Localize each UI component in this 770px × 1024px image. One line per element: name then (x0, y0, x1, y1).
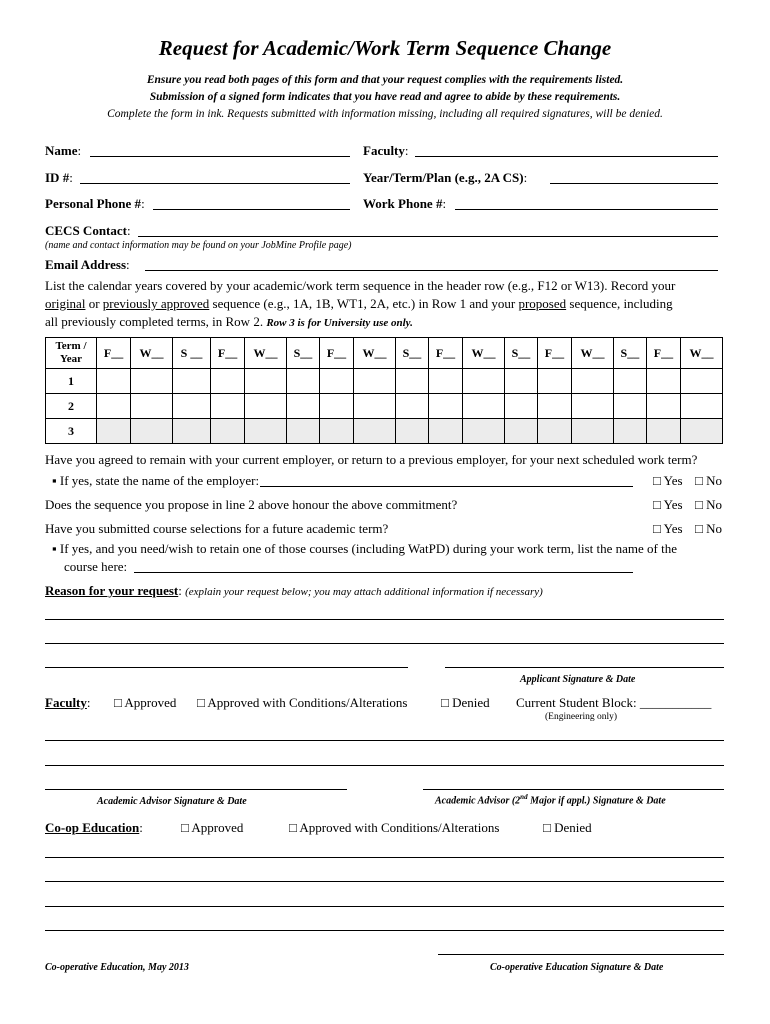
sequence-cell (463, 419, 505, 444)
term-header-cell[interactable]: S __ (172, 338, 210, 369)
advisor-signature-label: Academic Advisor Signature & Date (97, 796, 247, 807)
sequence-cell (537, 419, 571, 444)
sequence-cell (613, 419, 646, 444)
sequence-cell[interactable] (428, 394, 462, 419)
personal-phone-field[interactable] (153, 209, 350, 210)
instructions-line-3: all previously completed terms, in Row 2. Row 3 is for University use only. (45, 314, 413, 329)
page-title: Request for Academic/Work Term Sequence Change (158, 36, 612, 60)
name-field[interactable] (90, 156, 350, 157)
sequence-cell[interactable] (354, 394, 396, 419)
term-header-cell[interactable]: S__ (504, 338, 537, 369)
q2-yes-checkbox[interactable]: □ Yes (653, 497, 683, 512)
sequence-cell[interactable] (613, 369, 646, 394)
coop-section-label: Co-op Education: (45, 820, 143, 835)
term-header-cell[interactable]: W__ (572, 338, 614, 369)
sequence-cell[interactable] (572, 369, 614, 394)
table-corner-cell: Term / Year (46, 338, 97, 369)
faculty-line-2[interactable] (45, 765, 724, 766)
sequence-cell[interactable] (172, 394, 210, 419)
term-header-cell[interactable]: F__ (537, 338, 571, 369)
faculty-denied-checkbox[interactable]: □ Denied (441, 695, 490, 710)
coop-signature-label: Co-operative Education Signature & Date (490, 962, 664, 973)
term-header-cell[interactable]: S__ (286, 338, 319, 369)
question-employer-sub: ▪ If yes, state the name of the employer: (52, 473, 260, 488)
term-header-cell[interactable]: F__ (428, 338, 462, 369)
sequence-cell[interactable] (319, 369, 353, 394)
row-number-cell: 2 (46, 394, 97, 419)
coop-line-2[interactable] (45, 881, 724, 882)
table-row (46, 369, 723, 394)
term-header-cell[interactable]: S__ (613, 338, 646, 369)
sequence-cell (211, 419, 245, 444)
intro-line-3: Complete the form in ink. Requests submitted with information missing, including all required signatures, will be denied. (107, 108, 663, 120)
cecs-note: (name and contact information may be found on your JobMine Profile page) (45, 240, 352, 251)
reason-label: Reason for your request: (explain your request below; you may attach additional information if necessary) (45, 583, 543, 598)
faculty-approved-checkbox[interactable]: □ Approved (114, 695, 177, 710)
employer-name-field[interactable] (260, 486, 633, 487)
reason-line-1[interactable] (45, 619, 724, 620)
sequence-cell[interactable] (680, 394, 722, 419)
term-header-cell[interactable]: W__ (463, 338, 505, 369)
sequence-cell (572, 419, 614, 444)
faculty-approved-conditions-checkbox[interactable]: □ Approved with Conditions/Alterations (197, 695, 408, 710)
q2-no-checkbox[interactable]: □ No (695, 497, 722, 512)
row-number-cell: 3 (46, 419, 97, 444)
term-header-cell[interactable]: W__ (680, 338, 722, 369)
cecs-contact-field[interactable] (138, 236, 718, 237)
sequence-cell (131, 419, 173, 444)
intro-line-2: Submission of a signed form indicates that you have read and agree to abide by these requirements. (149, 91, 621, 103)
personal-phone-label: Personal Phone #: (45, 196, 145, 211)
email-field[interactable] (145, 270, 718, 271)
instructions-line-1: List the calendar years covered by your academic/work term sequence in the header row (e.g., F12 or W13). Record your (45, 278, 676, 293)
sequence-cell[interactable] (211, 394, 245, 419)
course-here-label: course here: (64, 559, 128, 574)
question-courses: Have you submitted course selections for a future academic term? (45, 521, 389, 536)
q1-no-checkbox[interactable]: □ No (695, 473, 722, 488)
faculty-field[interactable] (415, 156, 718, 157)
year-term-field[interactable] (550, 183, 718, 184)
sequence-cell (646, 419, 680, 444)
question-sequence: Does the sequence you propose in line 2 above honour the above commitment? (45, 497, 458, 512)
sequence-table (45, 337, 723, 444)
footer-note: Co-operative Education, May 2013 (45, 962, 189, 973)
sequence-cell[interactable] (395, 369, 428, 394)
coop-line-3[interactable] (45, 906, 724, 907)
applicant-signature-label: Applicant Signature & Date (520, 674, 636, 685)
advisor2-signature-label: Academic Advisor (2nd Major if appl.) Signature & Date (435, 793, 666, 807)
sequence-cell[interactable] (97, 394, 131, 419)
faculty-line-1[interactable] (45, 740, 724, 741)
sequence-cell[interactable] (646, 394, 680, 419)
sequence-cell[interactable] (463, 369, 505, 394)
coop-denied-checkbox[interactable]: □ Denied (543, 820, 592, 835)
sequence-cell[interactable] (537, 369, 571, 394)
coop-signature-line[interactable] (438, 954, 724, 955)
instructions-line-2: original or previously approved sequence (e.g., 1A, 1B, WT1, 2A, etc.) in Row 1 and your proposed sequence, including (45, 296, 673, 311)
q3-yes-checkbox[interactable]: □ Yes (653, 521, 683, 536)
intro-line-1: Ensure you read both pages of this form and that your request complies with the requirements listed. (146, 74, 624, 86)
sequence-cell (354, 419, 396, 444)
advisor-signature-line[interactable] (45, 789, 347, 790)
term-header-cell[interactable]: F__ (97, 338, 131, 369)
applicant-signature-line[interactable] (445, 667, 724, 668)
year-term-label: Year/Term/Plan (e.g., 2A CS): (363, 170, 528, 185)
sequence-cell[interactable] (211, 369, 245, 394)
work-phone-label: Work Phone #: (363, 196, 447, 211)
sequence-cell (97, 419, 131, 444)
sequence-cell[interactable] (172, 369, 210, 394)
instructions (45, 277, 735, 332)
sequence-cell[interactable] (463, 394, 505, 419)
sequence-cell (428, 419, 462, 444)
sequence-cell (504, 419, 537, 444)
sequence-cell (245, 419, 287, 444)
sequence-cell[interactable] (504, 369, 537, 394)
reason-line-2[interactable] (45, 643, 724, 644)
sequence-cell[interactable] (319, 394, 353, 419)
sequence-cell[interactable] (613, 394, 646, 419)
sequence-cell[interactable] (395, 394, 428, 419)
faculty-label: Faculty: (363, 143, 409, 158)
term-header-cell[interactable]: F__ (319, 338, 353, 369)
engineering-only-note: (Engineering only) (545, 712, 618, 722)
term-header-cell[interactable]: F__ (211, 338, 245, 369)
sequence-cell[interactable] (97, 369, 131, 394)
sequence-cell (395, 419, 428, 444)
course-name-field[interactable] (134, 572, 633, 573)
sequence-cell[interactable] (504, 394, 537, 419)
sequence-cell[interactable] (131, 369, 173, 394)
sequence-cell[interactable] (537, 394, 571, 419)
row-number-cell: 1 (46, 369, 97, 394)
id-label: ID #: (45, 170, 73, 185)
term-header-cell[interactable]: F__ (646, 338, 680, 369)
coop-approved-checkbox[interactable]: □ Approved (181, 820, 244, 835)
table-row (46, 394, 723, 419)
q3-no-checkbox[interactable]: □ No (695, 521, 722, 536)
current-student-block[interactable]: Current Student Block: ___________ (516, 695, 712, 710)
sequence-cell (172, 419, 210, 444)
term-header-cell[interactable]: S__ (395, 338, 428, 369)
coop-approved-conditions-checkbox[interactable]: □ Approved with Conditions/Alterations (289, 820, 500, 835)
advisor2-signature-line[interactable] (423, 789, 724, 790)
sequence-cell[interactable] (286, 369, 319, 394)
sequence-cell (286, 419, 319, 444)
sequence-cell[interactable] (680, 369, 722, 394)
sequence-cell[interactable] (245, 394, 287, 419)
sequence-cell[interactable] (428, 369, 462, 394)
term-header-cell[interactable]: W__ (245, 338, 287, 369)
sequence-cell[interactable] (646, 369, 680, 394)
id-field[interactable] (80, 183, 350, 184)
sequence-cell[interactable] (131, 394, 173, 419)
sequence-cell (319, 419, 353, 444)
cecs-contact-label: CECS Contact: (45, 223, 131, 238)
sequence-cell[interactable] (286, 394, 319, 419)
reason-line-3[interactable] (45, 667, 408, 668)
term-header-cell[interactable]: W__ (354, 338, 396, 369)
q1-yes-checkbox[interactable]: □ Yes (653, 473, 683, 488)
sequence-cell[interactable] (354, 369, 396, 394)
sequence-cell[interactable] (572, 394, 614, 419)
term-header-cell[interactable]: W__ (131, 338, 173, 369)
faculty-section-label: Faculty: (45, 695, 91, 710)
question-courses-sub: ▪ If yes, and you need/wish to retain one of those courses (including WatPD) during your work term, list the name of the (52, 541, 678, 556)
sequence-cell (680, 419, 722, 444)
name-label: Name: (45, 143, 82, 158)
coop-line-4[interactable] (45, 930, 724, 931)
sequence-cell[interactable] (245, 369, 287, 394)
work-phone-field[interactable] (455, 209, 718, 210)
question-employer: Have you agreed to remain with your current employer, or return to a previous employer, for your next scheduled work term? (45, 452, 698, 467)
coop-line-1[interactable] (45, 857, 724, 858)
email-label: Email Address: (45, 257, 130, 272)
table-row (46, 419, 723, 444)
